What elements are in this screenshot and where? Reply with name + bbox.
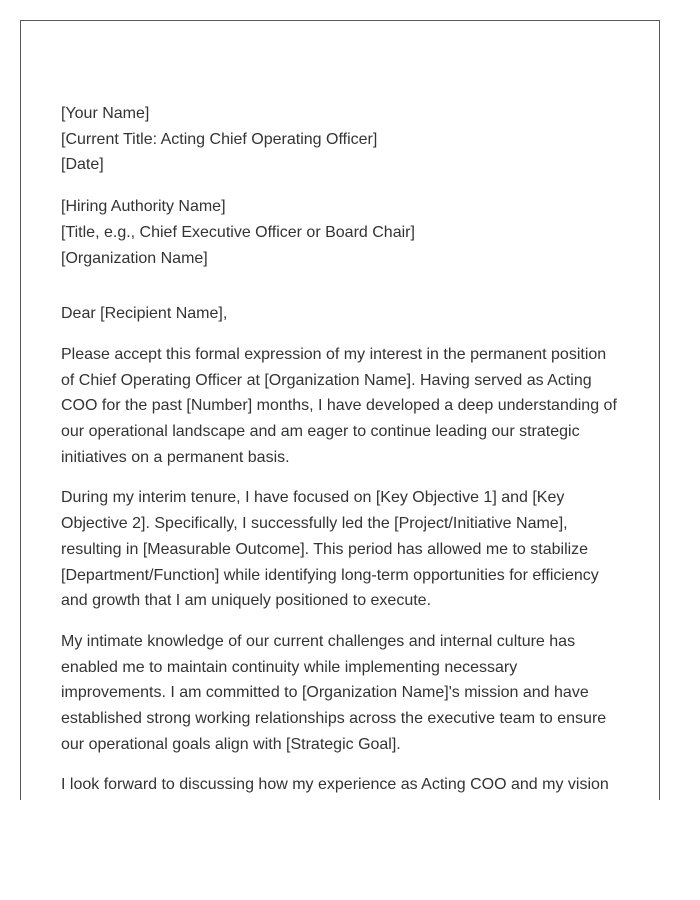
paragraph-line: COO for the past [Number] months, I have developed a deep understanding of xyxy=(61,397,617,415)
paragraph-2 xyxy=(61,485,631,614)
paragraph-line: improvements. I am committed to [Organization Name]'s mission and have xyxy=(61,684,589,702)
paragraph-line: our operational landscape and am eager to continue leading our strategic xyxy=(61,423,580,441)
paragraph-line: established strong working relationships across the executive team to ensure xyxy=(61,710,607,728)
paragraph-line: [Department/Function] while identifying long-term opportunities for efficiency xyxy=(61,566,599,584)
paragraph-line: enabled me to maintain continuity while implementing necessary xyxy=(61,658,518,676)
paragraph-line: initiatives on a permanent basis. xyxy=(61,448,290,466)
paragraph-line: Please accept this formal expression of my interest in the permanent position xyxy=(61,345,607,363)
letter-date: [Date] xyxy=(61,156,104,174)
paragraph-line: I look forward to discussing how my experience as Acting COO and my vision xyxy=(61,776,609,794)
recipient-title: [Title, e.g., Chief Executive Officer or Board Chair] xyxy=(61,223,415,241)
paragraph-line: During my interim tenure, I have focused on [Key Objective 1] and [Key xyxy=(61,489,565,507)
letter-body xyxy=(61,101,631,798)
paragraph-line: and growth that I am uniquely positioned to execute. xyxy=(61,592,432,610)
paragraph-3 xyxy=(61,629,631,758)
paragraph-4 xyxy=(61,772,631,798)
paragraph-1 xyxy=(61,342,631,471)
paragraph-line: Objective 2]. Specifically, I successfully led the [Project/Initiative Name], xyxy=(61,515,568,533)
paragraph-line: of Chief Operating Officer at [Organization Name]. Having served as Acting xyxy=(61,371,592,389)
letter-page xyxy=(20,20,660,800)
recipient-organization: [Organization Name] xyxy=(61,249,208,267)
sender-name: [Your Name] xyxy=(61,105,150,122)
recipient-block xyxy=(61,194,631,271)
salutation: Dear [Recipient Name], xyxy=(61,305,228,323)
paragraph-line: our operational goals align with [Strategic Goal]. xyxy=(61,735,401,753)
sender-title: [Current Title: Acting Chief Operating Officer] xyxy=(61,130,378,148)
paragraph-line: My intimate knowledge of our current challenges and internal culture has xyxy=(61,632,576,650)
paragraph-line: resulting in [Measurable Outcome]. This period has allowed me to stabilize xyxy=(61,540,589,558)
sender-block xyxy=(61,101,631,178)
recipient-name: [Hiring Authority Name] xyxy=(61,198,226,216)
